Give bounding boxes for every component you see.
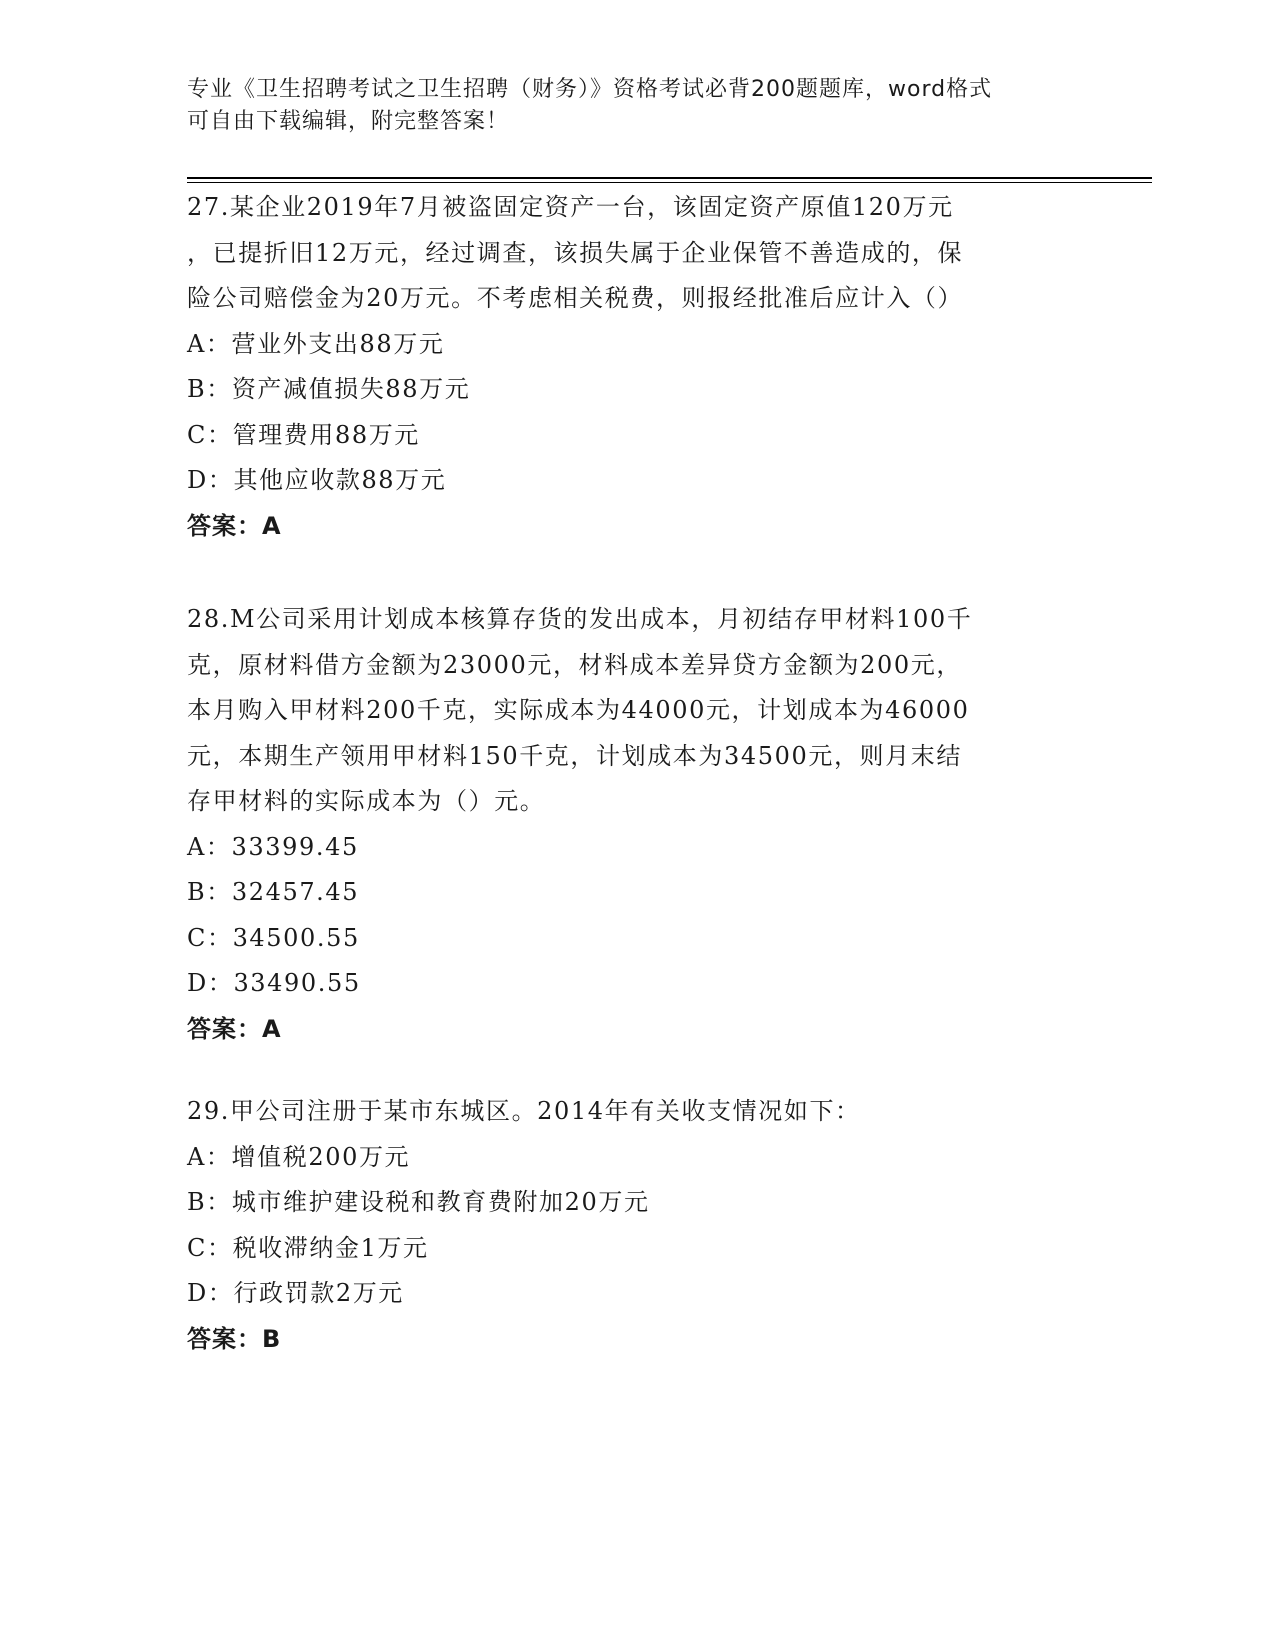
option-c: C：34500.55 — [187, 923, 360, 952]
option-b: B：32457.45 — [187, 878, 360, 906]
stem-line: 28.M公司采用计划成本核算存货的发出成本，月初结存甲材料100千 — [187, 605, 973, 633]
option-b: B：资产减值损失88万元 — [187, 375, 471, 403]
answer-label: 答案：B — [187, 1324, 282, 1353]
stem-line: 元，本期生产领用甲材料150千克，计划成本为34500元，则月末结 — [187, 741, 962, 770]
question-stem — [187, 1089, 1087, 1135]
option-a: A：增值税200万元 — [187, 1142, 411, 1171]
answer-label: 答案：A — [187, 1014, 282, 1043]
document-header — [187, 74, 1067, 138]
option-d: D：行政罚款2万元 — [187, 1279, 404, 1307]
option-d: D：其他应收款88万元 — [187, 466, 447, 494]
stem-line: ，已提折旧12万元，经过调查，该损失属于企业保管不善造成的，保 — [187, 238, 964, 267]
option-c: C：管理费用88万元 — [187, 420, 420, 449]
stem-line: 存甲材料的实际成本为（）元。 — [187, 787, 546, 815]
option-c: C：税收滞纳金1万元 — [187, 1233, 429, 1262]
header-line-2: 可自由下载编辑，附完整答案！ — [187, 109, 510, 134]
option-b: B：城市维护建设税和教育费附加20万元 — [187, 1188, 650, 1216]
stem-line: 本月购入甲材料200千克，实际成本为44000元，计划成本为46000 — [187, 696, 970, 724]
question-stem — [187, 597, 1087, 825]
answer-label: 答案：A — [187, 511, 282, 540]
stem-line: 克，原材料借方金额为23000元，材料成本差异贷方金额为200元， — [187, 650, 962, 679]
header-line-1: 专业《卫生招聘考试之卫生招聘（财务）》资格考试必背200题题库，word格式 — [187, 77, 993, 102]
option-a: A：33399.45 — [187, 832, 359, 861]
header-divider-thin — [187, 182, 1152, 183]
stem-line: 29.甲公司注册于某市东城区。2014年有关收支情况如下： — [187, 1097, 861, 1125]
option-d: D：33490.55 — [187, 969, 361, 997]
header-divider-thick — [187, 177, 1152, 179]
question-28 — [187, 597, 1087, 1052]
question-stem — [187, 185, 1087, 322]
option-a: A：营业外支出88万元 — [187, 329, 445, 358]
stem-line: 险公司赔偿金为20万元。不考虑相关税费，则报经批准后应计入（） — [187, 284, 964, 312]
question-29 — [187, 1089, 1087, 1362]
question-27 — [187, 185, 1087, 549]
stem-line: 27.某企业2019年7月被盗固定资产一台，该固定资产原值120万元 — [187, 193, 954, 221]
